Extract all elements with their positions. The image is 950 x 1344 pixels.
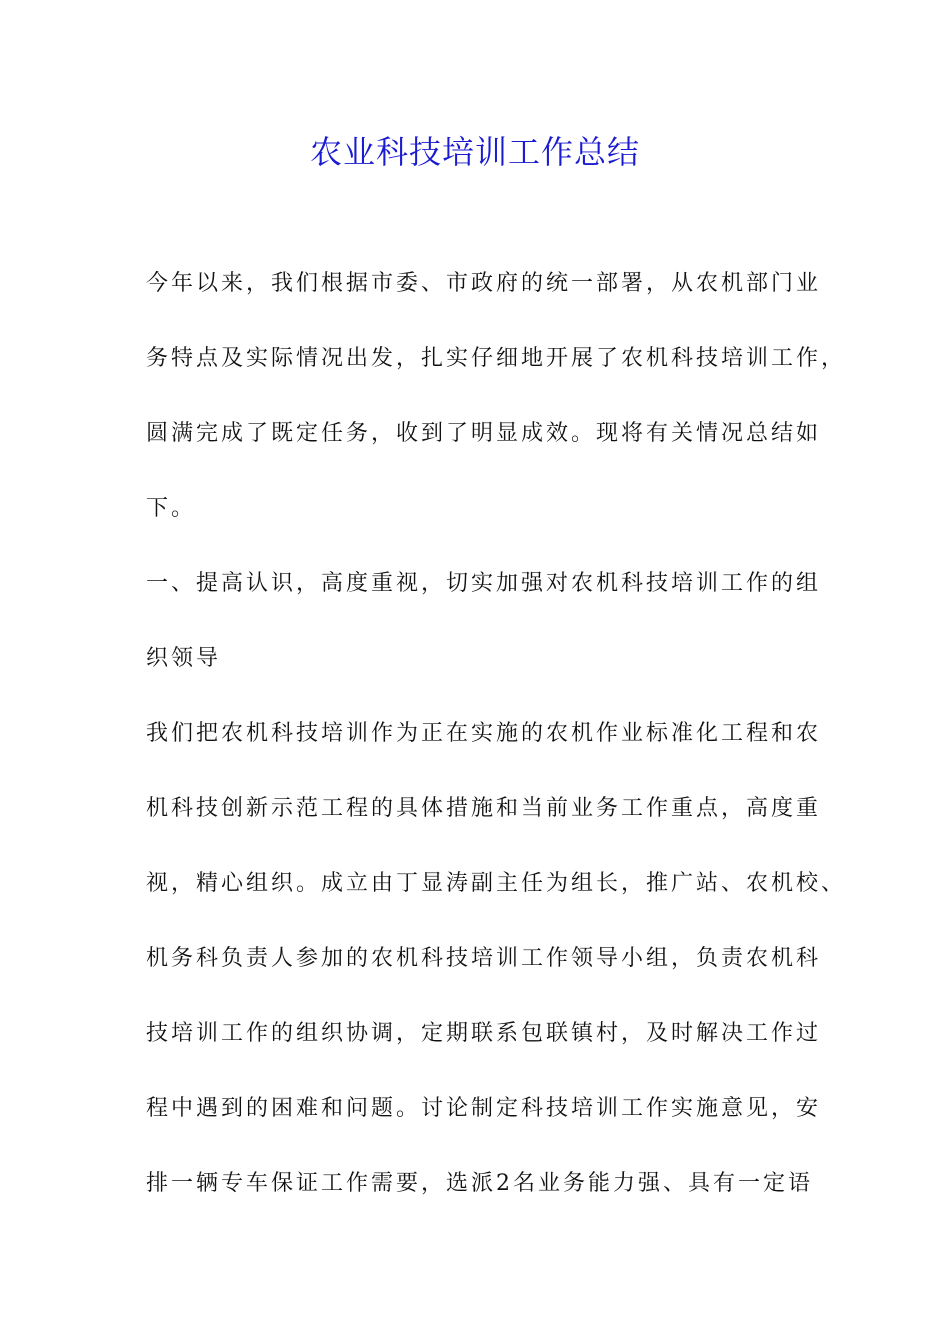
paragraph-line: 视，精心组织。成立由丁显涛副主任为组长，推广站、农机校、 [146,871,847,896]
paragraph-line: 机科技创新示范工程的具体措施和当前业务工作重点，高度重 [146,796,822,821]
paragraph-line: 今年以来，我们根据市委、市政府的统一部署，从农机部门业 [146,271,822,296]
paragraph-line: 我们把农机科技培训作为正在实施的农机作业标准化工程和农 [146,721,822,746]
paragraph-line: 下。 [146,496,197,521]
paragraph-line: 排一辆专车保证工作需要，选派2名业务能力强、具有一定语 [146,1171,813,1196]
document-title: 农业科技培训工作总结 [309,133,640,171]
paragraph-line: 务特点及实际情况出发，扎实仔细地开展了农机科技培训工作， [146,346,847,371]
paragraph-line: 技培训工作的组织协调，定期联系包联镇村，及时解决工作过 [146,1021,822,1046]
paragraph-line: 圆满完成了既定任务，收到了明显成效。现将有关情况总结如 [146,421,822,446]
section-heading-line: 织领导 [146,646,222,671]
section-heading-line: 一、提高认识，高度重视，切实加强对农机科技培训工作的组 [146,571,822,596]
paragraph-line: 程中遇到的困难和问题。讨论制定科技培训工作实施意见，安 [146,1096,822,1121]
paragraph-line: 机务科负责人参加的农机科技培训工作领导小组，负责农机科 [146,946,822,971]
